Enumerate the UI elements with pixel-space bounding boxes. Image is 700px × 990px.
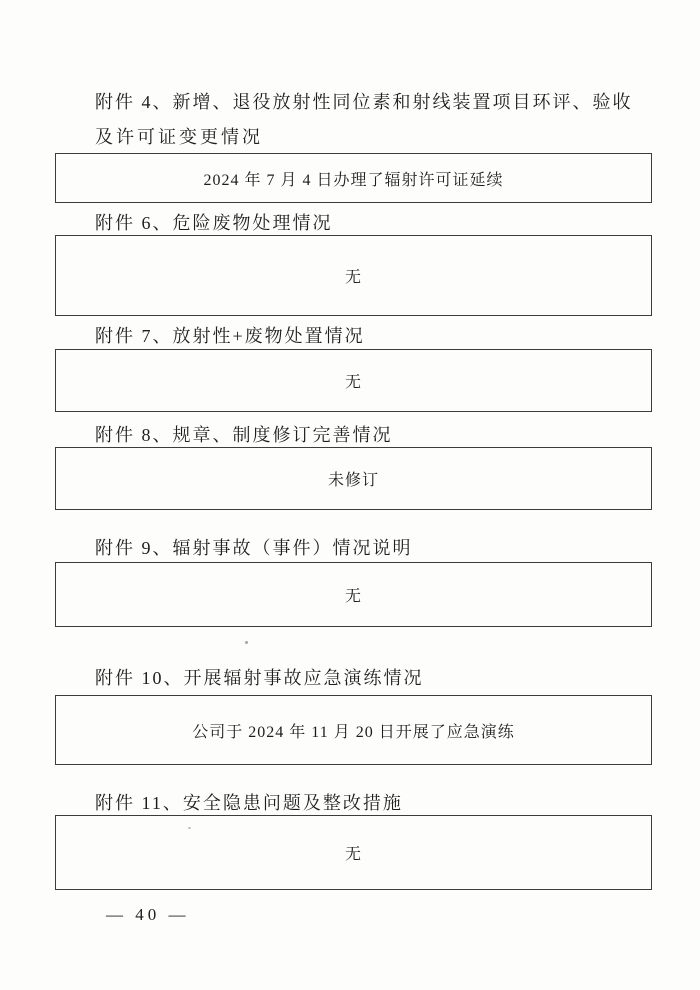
- attachment-6-heading: 附件 6、危险废物处理情况: [95, 213, 333, 233]
- attachment-11-box: [55, 815, 652, 890]
- attachment-9-heading: 附件 9、辐射事故（事件）情况说明: [95, 538, 413, 558]
- attachment-10-content: 公司于 2024 年 11 月 20 日开展了应急演练: [192, 723, 515, 741]
- attachment-4-content: 2024 年 7 月 4 日办理了辐射许可证延续: [203, 171, 504, 189]
- attachment-8-heading: 附件 8、规章、制度修订完善情况: [95, 425, 393, 445]
- attachment-7-box: [55, 349, 652, 412]
- attachment-8-content: 未修订: [327, 472, 379, 489]
- page-number: — 40 —: [106, 905, 190, 924]
- attachment-9-content: 无: [344, 588, 362, 605]
- attachment-10-heading: 附件 10、开展辐射事故应急演练情况: [95, 668, 424, 688]
- attachment-7-heading: 附件 7、放射性+废物处置情况: [95, 326, 365, 346]
- attachment-6-content: 无: [344, 269, 362, 286]
- attachment-11-content: 无: [344, 846, 362, 863]
- attachment-6-box: [55, 235, 652, 316]
- attachment-11-heading: 附件 11、安全隐患问题及整改措施: [95, 793, 403, 813]
- scan-speck: [245, 641, 248, 644]
- attachment-7-content: 无: [344, 374, 362, 391]
- scan-speck: [188, 827, 191, 829]
- attachment-9-box: [55, 562, 652, 627]
- attachment-8-box: [55, 447, 652, 510]
- attachment-4-heading: [95, 85, 633, 155]
- attachment-4-heading-line2: 及许可证变更情况: [95, 127, 263, 147]
- attachment-4-heading-line1: 附件 4、新增、退役放射性同位素和射线装置项目环评、验收: [95, 92, 633, 112]
- attachment-4-box: [55, 153, 652, 203]
- attachment-10-box: [55, 695, 652, 765]
